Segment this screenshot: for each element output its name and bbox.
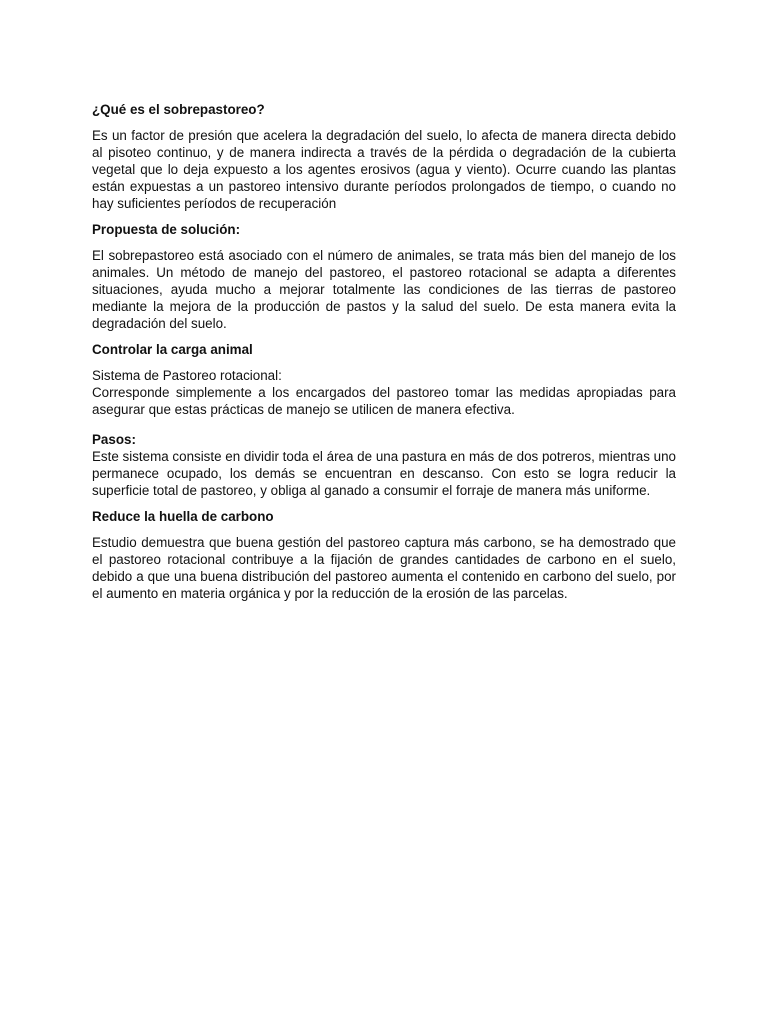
paragraph-carga-animal: Corresponde simplemente a los encargados del pastoreo tomar las medidas apropiadas para asegurar que estas prácticas de manejo se utilicen de manera efectiva. <box>92 385 676 417</box>
section-heading-huella-carbono: Reduce la huella de carbono <box>92 509 274 524</box>
paragraph-sobrepastoreo: Es un factor de presión que acelera la degradación del suelo, lo afecta de manera directa debido al pisoteo continuo, y de manera indirecta a través de la pérdida o degradación de la cubierta vegetal que lo deja expuesto a los agentes erosivos (agua y viento). Ocurre cuando las plantas están expuestas a un pastoreo intensivo durante períodos prolongados de tiempo, o cuando no hay suficientes períodos de recuperación <box>92 128 676 211</box>
paragraph-propuesta: El sobrepastoreo está asociado con el número de animales, se trata más bien del manejo de los animales. Un método de manejo del pastoreo, el pastoreo rotacional se adapta a diferentes situaciones, ayuda mucho a mejorar totalmente las condiciones de las tierras de pastoreo mediante la mejora de la producción de pastos y la salud del suelo. De esta manera evita la degradación del suelo. <box>92 248 676 331</box>
section-body-carga-animal <box>92 367 676 418</box>
subtitle-pastoreo-rotacional: Sistema de Pastoreo rotacional: <box>92 368 282 383</box>
section-heading-pasos: Pasos: <box>92 432 136 447</box>
section-heading-sobrepastoreo: ¿Qué es el sobrepastoreo? <box>92 102 265 117</box>
section-heading-propuesta: Propuesta de solución: <box>92 222 241 237</box>
section-heading-carga-animal: Controlar la carga animal <box>92 342 253 357</box>
paragraph-pasos: Este sistema consiste en dividir toda el área de una pastura en más de dos potreros, mientras uno permanece ocupado, los demás se encuentran en descanso. Con esto se logra reducir la superficie total de pastoreo, y obliga al ganado a consumir el forraje de manera más uniforme. <box>92 449 676 498</box>
paragraph-huella-carbono: Estudio demuestra que buena gestión del pastoreo captura más carbono, se ha demostrado que el pastoreo rotacional contribuye a la fijación de grandes cantidades de carbono en el suelo, debido a que una buena distribución del pastoreo aumenta el contenido en carbono del suelo, por el aumento en materia orgánica y por la reducción de la erosión de las parcelas. <box>92 535 676 601</box>
document-page <box>92 101 676 611</box>
spacer <box>92 418 676 431</box>
